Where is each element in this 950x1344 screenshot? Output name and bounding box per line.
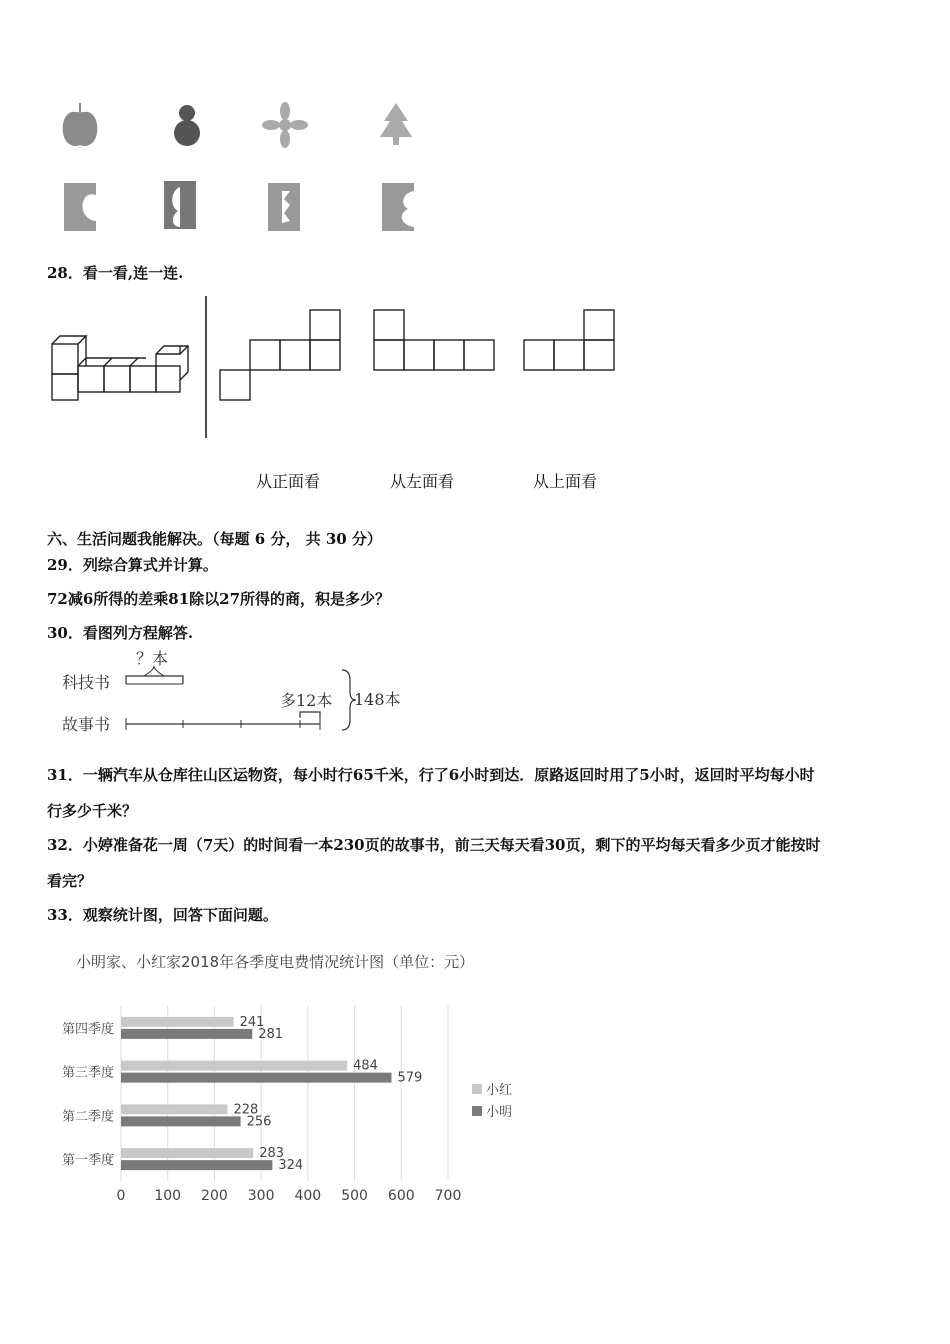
bar-value-label: 228 (233, 1102, 259, 1118)
view-shape-2 (374, 310, 494, 370)
bar-value-label: 324 (278, 1158, 304, 1174)
q30-diff-label: 多12本 (280, 691, 333, 710)
view-shape-1 (220, 310, 340, 400)
x-tick-label: 600 (387, 1188, 415, 1204)
q31-line1: 31．一辆汽车从仓库往山区运物资，每小时行65千米，行了6小时到达．原路返回时用了5小时，返回时平均每小时 (47, 766, 815, 784)
bar-value-label: 256 (246, 1114, 272, 1130)
x-tick-label: 300 (247, 1188, 275, 1204)
view-label-left: 从左面看 (390, 472, 455, 491)
q29-title: 29．列综合算式并计算。 (47, 556, 218, 574)
section6-title: 六、生活问题我能解决。（每题 6 分， 共 30 分） (47, 530, 382, 548)
bar-value-label: 281 (258, 1026, 284, 1042)
q30-row1-label: 科技书 (62, 673, 111, 692)
chart-title: 小明家、小红家2018年各季度电费情况统计图（单位：元） (76, 953, 475, 971)
cube-stack-3d (52, 336, 188, 400)
q32-line2: 看完？ (47, 872, 93, 890)
x-tick-label: 0 (116, 1188, 126, 1204)
cutout-card-apple (64, 183, 96, 231)
q30-line-diagram (58, 644, 418, 744)
x-tick-label: 700 (434, 1188, 462, 1204)
legend-swatch (472, 1106, 482, 1116)
bar-小红 (121, 1017, 234, 1027)
legend-swatch (472, 1084, 482, 1094)
bar-value-label: 579 (397, 1070, 423, 1086)
bar-小红 (121, 1061, 347, 1071)
q33-title: 33．观察统计图，回答下面问题。 (47, 906, 278, 924)
q32-line1: 32．小婷准备花一周（7天）的时间看一本230页的故事书，前三天每天看30页，剩下的平均每天看多少页才能按时 (47, 836, 821, 854)
bar-小明 (121, 1116, 241, 1126)
legend-label: 小明 (486, 1105, 513, 1120)
q30-unknown-label: ？本 (136, 649, 169, 668)
cutout-shapes-figure (40, 95, 460, 245)
flower-icon (262, 102, 308, 148)
bar-value-label: 241 (239, 1014, 265, 1030)
q30-row2-label: 故事书 (62, 715, 111, 734)
bar-小红 (121, 1104, 228, 1114)
view-shape-3 (524, 310, 614, 370)
category-label: 第二季度 (61, 1109, 114, 1125)
x-tick-label: 100 (154, 1188, 182, 1204)
apple-icon (63, 103, 98, 146)
q30-title: 30．看图列方程解答. (47, 624, 194, 642)
gourd-icon (174, 105, 200, 146)
cutout-card-tree (382, 183, 414, 231)
x-tick-label: 200 (201, 1188, 228, 1204)
q30-total-label: 148本 (354, 690, 401, 709)
category-label: 第三季度 (61, 1065, 114, 1081)
view-label-top: 从上面看 (533, 472, 598, 491)
bar-小明 (121, 1029, 252, 1039)
q28-title: 28．看一看,连一连. (47, 264, 184, 282)
bar-value-label: 484 (353, 1058, 378, 1074)
q29-body: 72减6所得的差乘81除以27所得的商，积是多少？ (47, 590, 391, 608)
electricity-bar-chart (40, 948, 560, 1218)
bar-小明 (121, 1073, 391, 1083)
legend-label: 小红 (486, 1083, 513, 1098)
x-tick-label: 500 (341, 1188, 368, 1204)
bar-小红 (121, 1148, 253, 1158)
bar-小明 (121, 1160, 272, 1170)
view-label-front: 从正面看 (256, 472, 321, 491)
q31-line2: 行多少千米？ (47, 802, 138, 820)
cutout-card-flower (268, 183, 300, 231)
tree-icon (380, 103, 412, 145)
x-tick-label: 400 (294, 1188, 322, 1204)
q28-figure (48, 292, 628, 444)
category-label: 第一季度 (61, 1153, 114, 1169)
cutout-card-gourd (164, 181, 196, 229)
bar-value-label: 283 (259, 1146, 285, 1162)
category-label: 第四季度 (61, 1021, 114, 1037)
